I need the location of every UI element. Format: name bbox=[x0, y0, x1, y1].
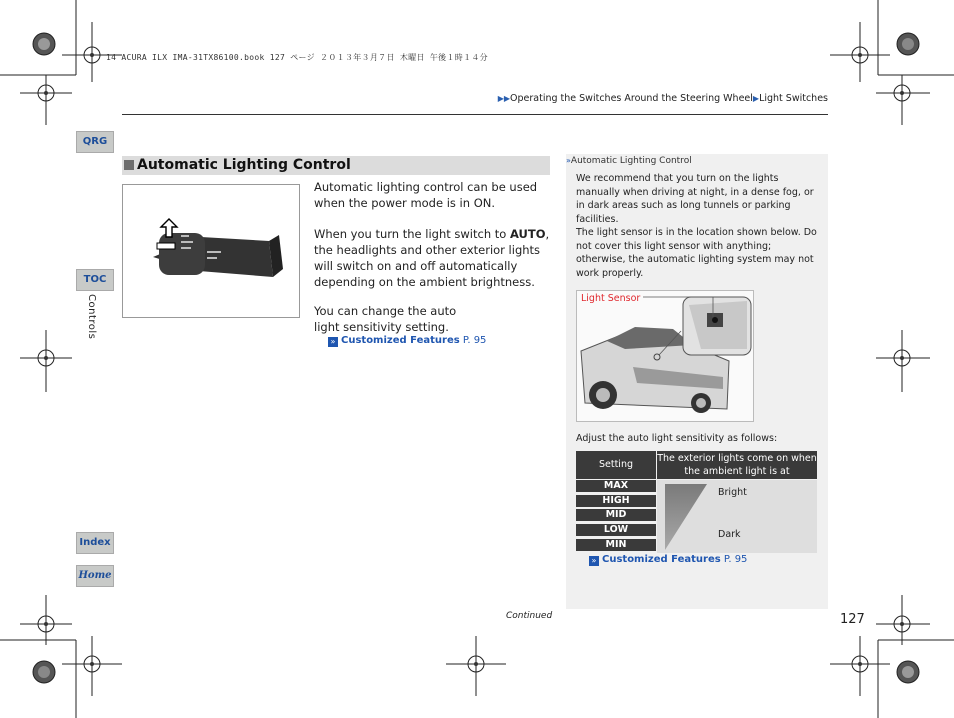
light-switch-lever-icon bbox=[123, 185, 299, 317]
note-heading bbox=[566, 156, 692, 166]
section-square-icon bbox=[124, 160, 134, 170]
link-arrow-icon: » bbox=[328, 337, 338, 347]
body-paragraph-2 bbox=[314, 226, 554, 290]
xref-link-text[interactable]: Customized Features bbox=[341, 335, 460, 346]
body-p2-end: , the headlights and other exterior lights will switch on and off automatically depending on the ambient brightness. bbox=[314, 227, 550, 289]
print-header: 14 ACURA ILX IMA-31TX86100.book 127 ページ ２０１３年３月７日 木曜日 午後１時１４分 bbox=[106, 53, 488, 62]
arrow-icon: ▶ bbox=[752, 94, 760, 103]
index-button[interactable]: Index bbox=[76, 532, 114, 554]
light-sensor-image bbox=[576, 290, 754, 422]
note-arrow-icon: » bbox=[566, 156, 571, 165]
light-sensor-label: Light Sensor bbox=[581, 293, 641, 304]
dark-label: Dark bbox=[718, 529, 741, 540]
note-xref-link-text[interactable]: Customized Features bbox=[602, 554, 721, 565]
qrg-button[interactable]: QRG bbox=[76, 131, 114, 153]
breadcrumb-item-light-switches[interactable]: Light Switches bbox=[759, 93, 828, 104]
note-paragraph-1: We recommend that you turn on the lights manually when driving at night, in a dense fog, or in dark areas such as long tunnels or parking facilities. bbox=[576, 173, 814, 225]
body-paragraph-3: You can change the auto light sensitivity setting. bbox=[314, 304, 457, 334]
page-number: 127 bbox=[840, 612, 865, 627]
setting-min: MIN bbox=[576, 539, 656, 551]
table-header-ambient: The exterior lights come on when the ambient light is at bbox=[657, 453, 817, 477]
brightness-gradient-wedge bbox=[665, 484, 707, 550]
setting-mid: MID bbox=[576, 509, 656, 521]
auto-keyword: AUTO bbox=[509, 227, 546, 241]
note-heading-text: Automatic Lighting Control bbox=[570, 156, 692, 166]
double-arrow-icon: ▶▶ bbox=[497, 94, 511, 103]
continued-label: Continued bbox=[506, 611, 553, 621]
xref-page[interactable]: P. 95 bbox=[462, 335, 487, 346]
light-switch-illustration bbox=[122, 184, 300, 318]
home-button[interactable]: Home bbox=[76, 565, 114, 587]
toc-button[interactable]: TOC bbox=[76, 269, 114, 291]
chapter-label: Controls bbox=[86, 294, 97, 340]
bright-label: Bright bbox=[718, 487, 747, 498]
breadcrumb bbox=[498, 93, 828, 104]
customized-features-link[interactable] bbox=[328, 335, 486, 347]
body-p2-start: When you turn the light switch to bbox=[314, 227, 510, 241]
note-xref-page[interactable]: P. 95 bbox=[723, 554, 748, 565]
section-title: Automatic Lighting Control bbox=[137, 157, 351, 173]
breadcrumb-item-switches[interactable]: Operating the Switches Around the Steering Wheel bbox=[510, 93, 753, 104]
header-rule bbox=[122, 114, 828, 115]
link-arrow-icon: » bbox=[589, 556, 599, 566]
adjust-text: Adjust the auto light sensitivity as follows: bbox=[576, 433, 778, 444]
setting-high: HIGH bbox=[576, 495, 656, 507]
setting-max: MAX bbox=[576, 480, 656, 492]
table-header-setting: Setting bbox=[576, 451, 656, 479]
body-paragraph-1: Automatic lighting control can be used when the power mode is in ON. bbox=[314, 180, 538, 210]
section-title-bar bbox=[122, 156, 550, 175]
note-customized-features-link[interactable] bbox=[589, 554, 747, 566]
note-paragraph-2: The light sensor is in the location shown below. Do not cover this light sensor with anything; otherwise, the automatic lighting system may not work properly. bbox=[576, 227, 817, 279]
car-icon bbox=[577, 291, 753, 421]
setting-low: LOW bbox=[576, 524, 656, 536]
